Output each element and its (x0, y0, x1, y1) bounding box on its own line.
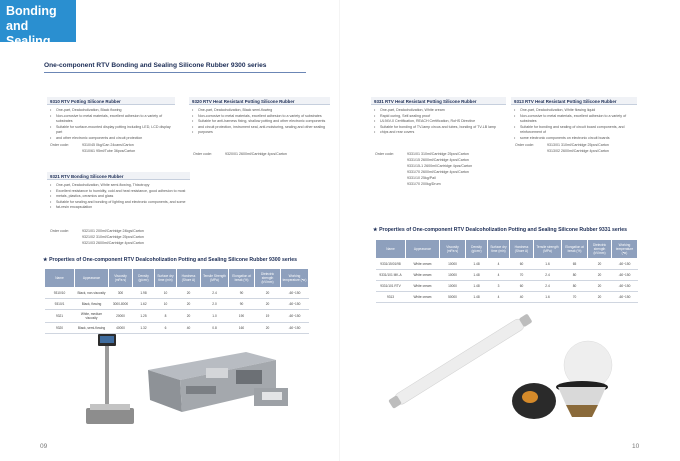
page-gutter (339, 0, 340, 461)
section-title-line-1: Bonding and (6, 4, 57, 33)
column-header: Name (45, 269, 75, 288)
column-header: Hardness (Shore A) (177, 269, 201, 288)
table-cell: 2.4 (534, 281, 562, 292)
led-lamps-photo (378, 305, 638, 433)
table-cell: 4 (488, 259, 510, 270)
table-cell: 1.48 (466, 270, 488, 281)
table-cell: 1.48 (466, 292, 488, 303)
product-name: 9310 RTV Potting Silicone Rubber (47, 97, 175, 105)
feature-item: • Suitable for bonding and sealing of circuit board components, and reinforcement of (514, 125, 637, 136)
order-label: Order code: (375, 152, 394, 156)
column-header: Elongation at break (%) (562, 240, 588, 259)
column-header: Viscosity (mPa·s) (109, 269, 133, 288)
column-header: Tensile strength (MPa) (534, 240, 562, 259)
column-header: Name (376, 240, 406, 259)
table-cell: Black, semi-flowing (75, 323, 109, 334)
order-line: 9331/01 310ml/Cartridge 25pcs/Carton (407, 152, 469, 156)
table-cell: 20 (177, 310, 201, 323)
table-cell: 70 (562, 292, 588, 303)
table-cell: 10000 (440, 270, 466, 281)
order-label: Order code: (50, 143, 69, 147)
table-cell: 20 (177, 288, 201, 299)
table-cell: 9331/101 RTV (376, 281, 406, 292)
table-cell: 40 (510, 292, 534, 303)
table-cell: 1.6 (534, 292, 562, 303)
table-cell: -60~150 (612, 281, 638, 292)
feature-item: • Non-corrosive to metal materials, excellent adhesion to a variety of substrates (192, 114, 330, 120)
led-lamps-illustration (378, 305, 638, 433)
table-header-row (376, 240, 638, 259)
table-cell: 80 (562, 281, 588, 292)
feature-item: • Excellent resistance to humidity, cold and heat resistance, good adhesion to most (50, 189, 190, 195)
product-features (189, 105, 330, 136)
order-line: 9310/61 95ml/Tube 36pcs/Carton (82, 149, 136, 153)
table-cell: 19 (255, 310, 281, 323)
product-features (47, 105, 175, 142)
column-header: Surface dry time (min) (155, 269, 177, 288)
order-line: 9321/01 200ml/Cartridge 24kgs/Carton (82, 229, 144, 233)
table-cell: 65 (562, 259, 588, 270)
table-cell: 60 (510, 259, 534, 270)
properties-table-title-9331: ★ Properties of One-component RTV Dealcoholization Potting and Sealing Silicone Rubber 9331 series (373, 227, 627, 233)
table-cell: 40000 (109, 323, 133, 334)
table-cell: -60~150 (612, 259, 638, 270)
feature-item: • Non-corrosive to metal materials, excellent adhesion to a variety of substrates (50, 114, 175, 125)
feature-item: • Suitable for sealing and bonding of lighting and electronic components, and some (50, 200, 190, 206)
order-codes-9313 (515, 143, 637, 155)
column-header: Elongation at break (%) (229, 269, 255, 288)
table-cell: White cream (406, 281, 440, 292)
column-header: Working temperature (℃) (612, 240, 638, 259)
table-cell: 4 (488, 292, 510, 303)
table-cell: 10 (155, 288, 177, 299)
feature-item: • metals, plastics, ceramics and glass (50, 194, 190, 200)
feature-item: • purposes (192, 130, 330, 136)
feature-item: • fat-resin encapsulation (50, 205, 190, 211)
table-cell: 9331/101 MK-A (376, 270, 406, 281)
order-line: 9331/15-1 2600ml/Cartridge 4pcs/Carton (407, 164, 473, 168)
table-cell: -60~150 (281, 310, 309, 323)
table-cell: 50000 (440, 292, 466, 303)
table-cell: White, medium viscosity (75, 310, 109, 323)
heading-divider (44, 72, 306, 73)
series-heading: One-component RTV Bonding and Sealing Silicone Rubber 9300 series (44, 62, 267, 69)
table-cell: 2.0 (201, 299, 229, 310)
table-cell: -60~150 (612, 292, 638, 303)
table-cell: 2.4 (201, 288, 229, 299)
table-cell: 70 (510, 270, 534, 281)
feature-item: • One-part, Dealcoholization, Black semi-flowing (192, 108, 330, 114)
section-title-line-2: Sealing (6, 34, 51, 48)
order-codes-9321 (50, 229, 190, 247)
feature-item: • UL94V-0 Certification, REACH Certification, RoHS Directive (374, 119, 506, 125)
column-header: Tensile Strength (MPa) (201, 269, 229, 288)
table-cell: 9310/10 (45, 288, 75, 299)
table-cell: 80 (562, 270, 588, 281)
table-cell: Black, flowing (75, 299, 109, 310)
table-cell: -60~150 (281, 288, 309, 299)
table-cell: 300 (109, 288, 133, 299)
table-cell: 60 (510, 281, 534, 292)
table-cell: 1.25 (133, 310, 155, 323)
table-cell: 20 (588, 281, 612, 292)
table-cell: -60~150 (612, 270, 638, 281)
column-header: Dielectric strength (kV/mm) (588, 240, 612, 259)
table-cell: 8 (155, 310, 177, 323)
feature-item: • and circuit protection, instrument seal, anti-moisturing, sealing and other sealing (192, 125, 330, 131)
column-header: Dielectric strength (kV/mm) (255, 269, 281, 288)
product-features (511, 105, 637, 142)
table-cell: 1.48 (466, 281, 488, 292)
feature-item: • Non-corrosive to metal materials, excellent adhesion to a variety of substrates (514, 114, 637, 125)
order-line: 9320/01 2600ml/Cartridge 4pcs/Carton (225, 152, 287, 156)
properties-table-9331 (375, 239, 638, 303)
properties-table-9300 (44, 268, 309, 334)
table-row (376, 270, 638, 281)
table-cell: 20 (177, 299, 201, 310)
table-cell: 6 (155, 323, 177, 334)
order-line: 9313/01 310ml/Cartridge 25pcs/Carton (547, 143, 609, 147)
feature-item: • One-part, Dealcoholization, Black flowing (50, 108, 175, 114)
table-cell: 10000 (440, 259, 466, 270)
table-cell: 90 (229, 288, 255, 299)
table-cell: 160 (229, 323, 255, 334)
product-card-9313 (511, 97, 637, 142)
table-row (376, 281, 638, 292)
dispensing-machine-photo (86, 330, 298, 430)
product-card-9321 (47, 172, 190, 211)
table-cell: 2.4 (534, 270, 562, 281)
table-row (45, 299, 309, 310)
dispensing-machine-illustration (86, 330, 298, 430)
product-features (47, 180, 190, 211)
page-number-right: 10 (632, 443, 640, 450)
feature-item: • some electronic components on electronic circuit boards (514, 136, 637, 142)
table-cell: 1.32 (133, 323, 155, 334)
feature-item: • Suitable for bonding of TV-lamp circus and tubes, bonding of TV-LB lamp (374, 125, 506, 131)
feature-item: • Suitable for surface-mounted display potting including LED, LCD display part (50, 125, 175, 136)
table-cell: 20 (255, 299, 281, 310)
table-cell: 1.0 (201, 310, 229, 323)
table-cell: 9313 (376, 292, 406, 303)
product-card-9310 (47, 97, 175, 142)
order-line: 9331/10 25kg/Pail (407, 176, 436, 180)
table-cell: Black, non-viscosity (75, 288, 109, 299)
table-cell: 3000-8000 (109, 299, 133, 310)
feature-item: • One-part, Dealcoholization, White cream (374, 108, 506, 114)
table-cell: -60~150 (281, 299, 309, 310)
table-cell: 9321 (45, 310, 75, 323)
table-header-row (45, 269, 309, 288)
table-row (376, 292, 638, 303)
column-header: Appearance (75, 269, 109, 288)
table-cell: White cream (406, 270, 440, 281)
product-card-9320 (189, 97, 330, 136)
order-codes-9331 (375, 152, 506, 190)
table-cell: 10 (155, 299, 177, 310)
order-line: 9321/02 310ml/Cartridge 25pcs/Carton (82, 235, 144, 239)
column-header: Appearance (406, 240, 440, 259)
column-header: Viscosity (mPa·s) (440, 240, 466, 259)
column-header: Working temperature (℃) (281, 269, 309, 288)
product-name: 9321 RTV Bonding Silicone Rubber (47, 172, 190, 180)
order-line: 9310/45 0kg/Can 24cans/Carton (82, 143, 134, 147)
order-label: Order code: (50, 229, 69, 233)
table-cell: 20 (588, 259, 612, 270)
section-title-block (0, 0, 76, 48)
feature-item: • One-part, Dealcoholization, White flowing liquid (514, 108, 637, 114)
table-cell: 90 (229, 299, 255, 310)
table-row (376, 259, 638, 270)
table-cell: 20 (255, 323, 281, 334)
column-header: Density (g/cm³) (133, 269, 155, 288)
feature-item: • chips and rear covers (374, 130, 506, 136)
feature-item: • Rapid curing, Self-sealing proof (374, 114, 506, 120)
table-cell: 20 (588, 292, 612, 303)
properties-table-title-9300: ★ Properties of One-component RTV Dealcoholization Potting and Sealing Silicone Rubber 9300 series (43, 257, 297, 263)
product-name: 9313 RTV Heat Resistant Potting Silicone Rubber (511, 97, 637, 105)
table-cell: 9310/1 (45, 299, 75, 310)
table-row (45, 310, 309, 323)
feature-item: • Suitable for anti-harness fixing, shallow potting and other electronic components (192, 119, 330, 125)
order-line: 9331/15 2600ml/Cartridge 4pcs/Carton (407, 158, 469, 162)
table-cell: 20 (588, 270, 612, 281)
product-name: 9320 RTV Heat Resistant Potting Silicone Rubber (189, 97, 330, 105)
feature-item: • One-part, Dealcoholization, White semi-flowing, Thixotropy (50, 183, 190, 189)
table-cell: 1.48 (466, 259, 488, 270)
page-number-left: 09 (40, 443, 48, 450)
table-cell: 3 (488, 281, 510, 292)
order-line: 9313/02 2600ml/Cartridge 4pcs/Carton (547, 149, 609, 153)
order-line: 9321/03 2600ml/Cartridge 4pcs/Carton (82, 241, 144, 245)
order-label: Order code: (193, 152, 212, 156)
table-cell: 9320 (45, 323, 75, 334)
table-cell: White cream (406, 259, 440, 270)
table-cell: 4 (488, 270, 510, 281)
table-cell: 1.6 (534, 259, 562, 270)
table-cell: 190 (229, 310, 255, 323)
order-line: 9331/70 2600ml/Cartridge 4pcs/Carton (407, 170, 469, 174)
table-cell: 1.98 (133, 288, 155, 299)
table-cell: 20000 (109, 310, 133, 323)
product-card-9331 (371, 97, 506, 136)
order-codes-9320 (193, 152, 330, 160)
product-name: 9331 RTV Heat Resistant Potting Silicone Rubber (371, 97, 506, 105)
table-row (45, 288, 309, 299)
table-cell: 20 (255, 288, 281, 299)
column-header: Hardness (Shore A) (510, 240, 534, 259)
order-codes-9310 (50, 143, 175, 155)
product-features (371, 105, 506, 136)
column-header: Surface dry time (min) (488, 240, 510, 259)
table-cell: 0.8 (201, 323, 229, 334)
order-label: Order code: (515, 143, 534, 147)
column-header: Density (g/cm³) (466, 240, 488, 259)
table-cell: White cream (406, 292, 440, 303)
feature-item: • and other electronic components and circuit protection (50, 136, 175, 142)
table-cell: 1.62 (133, 299, 155, 310)
table-cell: 40 (177, 323, 201, 334)
order-line: 9331/70 200kg/Drum (407, 182, 441, 186)
table-cell: 9331/15/01/98 (376, 259, 406, 270)
table-cell: 10000 (440, 281, 466, 292)
table-cell: -60~150 (281, 323, 309, 334)
